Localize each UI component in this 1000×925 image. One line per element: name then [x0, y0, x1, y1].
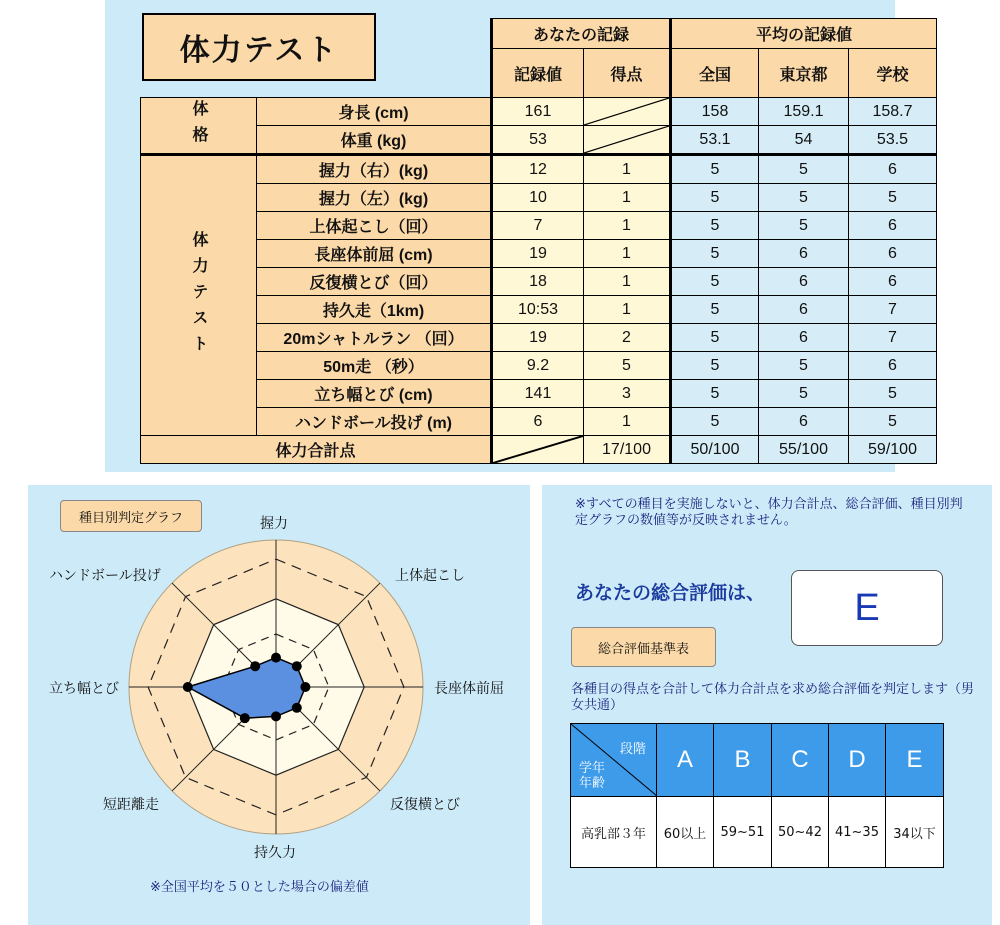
record-cell: 12 [492, 155, 584, 184]
school-cell: 53.5 [849, 126, 937, 155]
table-row [141, 380, 937, 408]
average-header: 平均の記録値 [671, 19, 937, 49]
tokyo-cell: 5 [759, 184, 849, 212]
score-cell: 1 [584, 240, 671, 268]
grade-header: 段階 [619, 741, 646, 756]
national-cell: 5 [671, 380, 759, 408]
graph-note: ※全国平均を５０とした場合の偏差値 [150, 880, 369, 895]
row-label: 上体起こし（回） [257, 212, 492, 240]
school-cell: 5 [849, 184, 937, 212]
row-label: ハンドボール投げ (m) [257, 408, 492, 436]
table-row [141, 184, 937, 212]
tokyo-cell: 54 [759, 126, 849, 155]
tokyo-cell: 6 [759, 240, 849, 268]
table-row [141, 98, 937, 126]
criteria-table [570, 723, 944, 868]
radar-axis-label: ハンドボール投げ [49, 568, 161, 584]
range-b: 59~51 [714, 797, 772, 868]
grade-c: C [772, 724, 829, 797]
record-cell: 7 [492, 212, 584, 240]
tokyo-cell: 5 [759, 380, 849, 408]
radar-data-point [271, 711, 281, 721]
tokyo-cell: 5 [759, 212, 849, 240]
grade-b: B [714, 724, 772, 797]
score-cell: 2 [584, 324, 671, 352]
national-col-header: 全国 [671, 49, 759, 98]
record-cell: 9.2 [492, 352, 584, 380]
tokyo-cell: 159.1 [759, 98, 849, 126]
notice-text: ※すべての種目を実施しないと、体力合計点、総合評価、種目別判定グラフの数値等が反映されません。 [575, 497, 963, 528]
table-row [141, 352, 937, 380]
school-cell: 5 [849, 380, 937, 408]
radar-data-point [292, 661, 302, 671]
range-c: 50~42 [772, 797, 829, 868]
radar-data-point [240, 713, 250, 723]
score-cell: 1 [584, 212, 671, 240]
national-cell: 53.1 [671, 126, 759, 155]
test-side-label: 体力テスト [141, 155, 257, 436]
range-e: 34以下 [886, 797, 944, 868]
score-col-header: 得点 [584, 49, 671, 98]
record-col-header: 記録値 [492, 49, 584, 98]
grade-e: E [886, 724, 944, 797]
radar-axis-label: 握力 [260, 516, 288, 532]
tokyo-cell: 5 [759, 352, 849, 380]
school-cell: 6 [849, 268, 937, 296]
school-total-cell: 59/100 [849, 436, 937, 464]
national-cell: 5 [671, 212, 759, 240]
tokyo-cell: 5 [759, 155, 849, 184]
school-cell: 7 [849, 296, 937, 324]
evaluation-label: あなたの総合評価は、 [575, 582, 766, 604]
total-row [141, 436, 937, 464]
row-label: 持久走（1km) [257, 296, 492, 324]
record-cell: 53 [492, 126, 584, 155]
radar-axis-label: 長座体前屈 [434, 681, 504, 697]
table-row [141, 324, 937, 352]
row-label: 体重 (kg) [257, 126, 492, 155]
age-header: 学年 年齢 [579, 760, 606, 790]
score-cell: 1 [584, 268, 671, 296]
radar-axis-label: 上体起こし [395, 568, 465, 584]
national-cell: 5 [671, 155, 759, 184]
national-cell: 5 [671, 268, 759, 296]
physique-side-label: 体格 [141, 98, 257, 155]
radar-axis-label: 立ち幅とび [49, 681, 119, 697]
score-cell: 1 [584, 155, 671, 184]
school-cell: 5 [849, 408, 937, 436]
table-row [141, 268, 937, 296]
row-label: 長座体前屈 (cm) [257, 240, 492, 268]
school-cell: 158.7 [849, 98, 937, 126]
row-label: 身長 (cm) [257, 98, 492, 126]
range-a: 60以上 [657, 797, 714, 868]
row-label: 反復横とび（回） [257, 268, 492, 296]
empty-record-cell [492, 436, 584, 464]
tokyo-cell: 6 [759, 324, 849, 352]
school-cell: 6 [849, 352, 937, 380]
record-cell: 161 [492, 98, 584, 126]
national-cell: 5 [671, 240, 759, 268]
tokyo-cell: 6 [759, 268, 849, 296]
row-label: 握力（右）(kg) [257, 155, 492, 184]
table-row [141, 155, 937, 184]
school-cell: 7 [849, 324, 937, 352]
record-cell: 18 [492, 268, 584, 296]
record-cell: 10 [492, 184, 584, 212]
total-score-cell: 17/100 [584, 436, 671, 464]
table-row [141, 212, 937, 240]
criteria-header-row [571, 724, 944, 797]
record-cell: 19 [492, 324, 584, 352]
grade-d: D [829, 724, 886, 797]
record-cell: 10:53 [492, 296, 584, 324]
your-record-header: あなたの記録 [492, 19, 671, 49]
national-cell: 5 [671, 408, 759, 436]
row-label: 20mシャトルラン （回） [257, 324, 492, 352]
national-cell: 5 [671, 296, 759, 324]
graph-label: 種目別判定グラフ [60, 500, 202, 532]
radar-axis-label: 持久力 [254, 845, 296, 861]
tokyo-total-cell: 55/100 [759, 436, 849, 464]
school-cell: 6 [849, 212, 937, 240]
total-label: 体力合計点 [141, 436, 492, 464]
school-col-header: 学校 [849, 49, 937, 98]
radar-data-point [183, 682, 193, 692]
tokyo-cell: 6 [759, 296, 849, 324]
radar-axis-label: 短距離走 [103, 797, 159, 813]
school-cell: 6 [849, 155, 937, 184]
radar-axis-label: 反復横とび [390, 797, 460, 813]
national-cell: 5 [671, 184, 759, 212]
radar-data-point [271, 653, 281, 663]
national-cell: 158 [671, 98, 759, 126]
school-cell: 6 [849, 240, 937, 268]
criteria-description: 各種目の得点を合計して体力合計点を求め総合評価を判定します（男女共通） [571, 682, 975, 713]
score-cell: 1 [584, 408, 671, 436]
table-row [141, 408, 937, 436]
table-row [141, 240, 937, 268]
criteria-corner-cell [571, 724, 657, 797]
grade-a: A [657, 724, 714, 797]
row-label: 握力（左）(kg) [257, 184, 492, 212]
national-cell: 5 [671, 352, 759, 380]
radar-data-point [292, 703, 302, 713]
row-label: 立ち幅とび (cm) [257, 380, 492, 408]
row-label: 高乳部３年 [571, 797, 657, 868]
evaluation-grade: E [791, 570, 943, 646]
score-cell: 1 [584, 296, 671, 324]
empty-score-cell [584, 126, 671, 155]
record-cell: 19 [492, 240, 584, 268]
score-cell: 5 [584, 352, 671, 380]
criteria-value-row [571, 797, 944, 868]
criteria-label: 総合評価基準表 [571, 627, 716, 667]
fitness-table [140, 18, 937, 464]
national-total-cell: 50/100 [671, 436, 759, 464]
table-row [141, 126, 937, 155]
empty-score-cell [584, 98, 671, 126]
table-row [141, 296, 937, 324]
radar-data-point [300, 682, 310, 692]
national-cell: 5 [671, 324, 759, 352]
record-cell: 141 [492, 380, 584, 408]
range-d: 41~35 [829, 797, 886, 868]
tokyo-col-header: 東京都 [759, 49, 849, 98]
record-cell: 6 [492, 408, 584, 436]
page-title: 体力テスト [142, 13, 376, 81]
tokyo-cell: 6 [759, 408, 849, 436]
row-label: 50m走 （秒） [257, 352, 492, 380]
score-cell: 3 [584, 380, 671, 408]
score-cell: 1 [584, 184, 671, 212]
radar-data-point [250, 661, 260, 671]
